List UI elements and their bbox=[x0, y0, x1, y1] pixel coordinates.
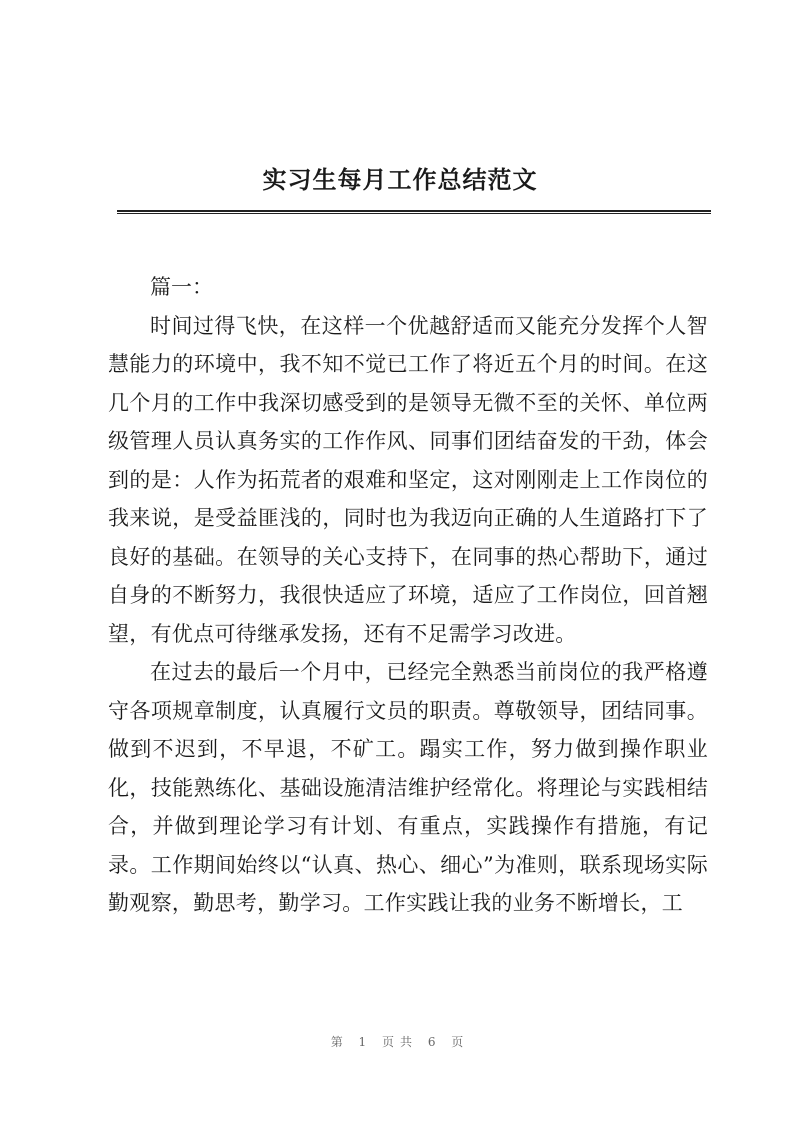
document-body bbox=[108, 268, 708, 923]
title-divider bbox=[117, 210, 711, 214]
section-label: 篇一： bbox=[150, 275, 213, 299]
paragraph-1: 时间过得飞快，在这样一个优越舒适而又能充分发挥个人智慧能力的环境中，我不知不觉已工作了将近五个月的时间。在这几个月的工作中我深切感受到的是领导无微不至的关怀、单位两级管理人员认真务实的工作作风、同事们团结奋发的干劲，体会到的是：人作为拓荒者的艰难和坚定，这对刚刚走上工作岗位的我来说，是受益匪浅的，同时也为我迈向正确的人生道路打下了良好的基础。在领导的关心支持下，在同事的热心帮助下，通过自身的不断努力，我很快适应了环境，适应了工作岗位，回首翘望，有优点可待继承发扬，还有不足需学习改进。 bbox=[108, 313, 708, 646]
document-title: 实习生每月工作总结范文 bbox=[262, 165, 538, 194]
paragraph-2: 在过去的最后一个月中，已经完全熟悉当前岗位的我严格遵守各项规章制度，认真履行文员的职责。尊敬领导，团结同事。做到不迟到，不早退，不矿工。蹋实工作，努力做到操作职业化，技能熟练化、基础设施清洁维护经常化。将理论与实践相结合，并做到理论学习有计划、有重点，实践操作有措施，有记录。工作期间始终以“认真、热心、细心”为准则，联系现场实际勤观察，勤思考，勤学习。工作实践让我的业务不断增长，工 bbox=[108, 660, 708, 915]
page-number-footer: 第 1 页共 6 页 bbox=[330, 1035, 470, 1049]
